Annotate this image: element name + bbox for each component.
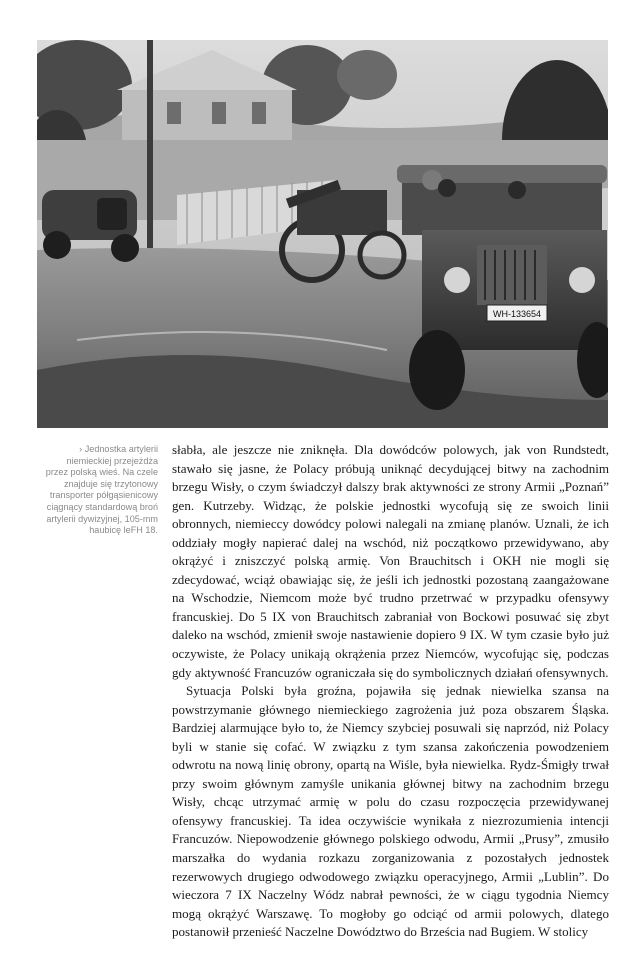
license-plate: WH-133654 bbox=[492, 309, 542, 319]
paragraph-1: słabła, ale jeszcze nie zniknęła. Dla dowódców polowych, jak von Rundstedt, stawało się jasne, że Polacy próbują uniknąć decydującej bitwy na zachodnim brzegu Wisły, o czym świadczył dalszy brak aktywności ze strony Armii „Poznań” gen. Kutrzeby. Widząc, że polskie jednostki wycofują się ze swoich linii obronnych, niemieccy dowódcy polowi nalegali na zmianę planów. Uznali, że ich oddziały mogły napierać dalej na wschód, niż początkowo przewidywano, aby okrążyć i zniszczyć polską armię. Von Brauchitsch i OKH nie mogli się zdecydować, wciąż obawiając się, że jeśli ich jednostki pozostaną zaangażowane na Wschodzie, Niemcom może być trudno przetrwać w przypadku ofensywy francuskiej. Do 5 IX von Brauchitsch zabraniał von Bockowi posuwać się zbyt daleko na wschód, zmienił swoje nastawienie dopiero 9 IX. W tym czasie było już oczywiste, że Polacy unikają okrążenia przez Niemców, wycofując się, podczas gdy aktywność Francuzów ograniczała się do symbolicznych działań ofensywnych. bbox=[172, 442, 609, 680]
photo-caption: › Jednostka artylerii niemieckiej przejeżdża przez polską wieś. Na czele znajduje się trzytonowy transporter półgąsienicowy ciągnący standardową broń artylerii dywizyjnej, 105-mm haubicę leFH 18. bbox=[45, 444, 158, 536]
photo-scene bbox=[37, 40, 608, 428]
article-body bbox=[172, 441, 609, 942]
paragraph-2: Sytuacja Polski była groźna, pojawiła się jednak niewielka szansa na powstrzymanie głównego niemieckiego zagrożenia już poza obszarem Śląska. Bardziej alarmujące było to, że Niemcy szybciej posuwali się naprzód, niż Polacy byli w stanie się cofać. W związku z tym szansa zakończenia powodzeniem odwrotu na nową linię obrony, opartą na Wiśle, była niewielka. Rydz-Śmigły trwał przy swoim głównym zamyśle unikania głównej bitwy na zachodnim brzegu Wisły, chcąc utrzymać armię w polu do czasu rozpoczęcia przewidywanej ofensywy francuskiej. Ta idea oczywiście wynikała z niezrozumienia intencji Francuzów. Niepowodzenie głównego polskiego odwodu, Armii „Prusy”, zmusiło marszałka do wydania rozkazu zorganizowania z pozostałych jednostek rezerwowych drugiego odwodowego związku operacyjnego, Armii „Lublin”. Do wieczora 7 IX Naczelny Wódz nabrał pewności, że w ciągu tygodnia Niemcy mogą okrążyć Warszawę. To mogłoby go odciąć od armii polowych, dlatego postanowił przenieść Naczelne Dowództwo do Brześcia nad Bugiem. W stolicy bbox=[172, 683, 609, 940]
historical-photo bbox=[37, 40, 608, 428]
